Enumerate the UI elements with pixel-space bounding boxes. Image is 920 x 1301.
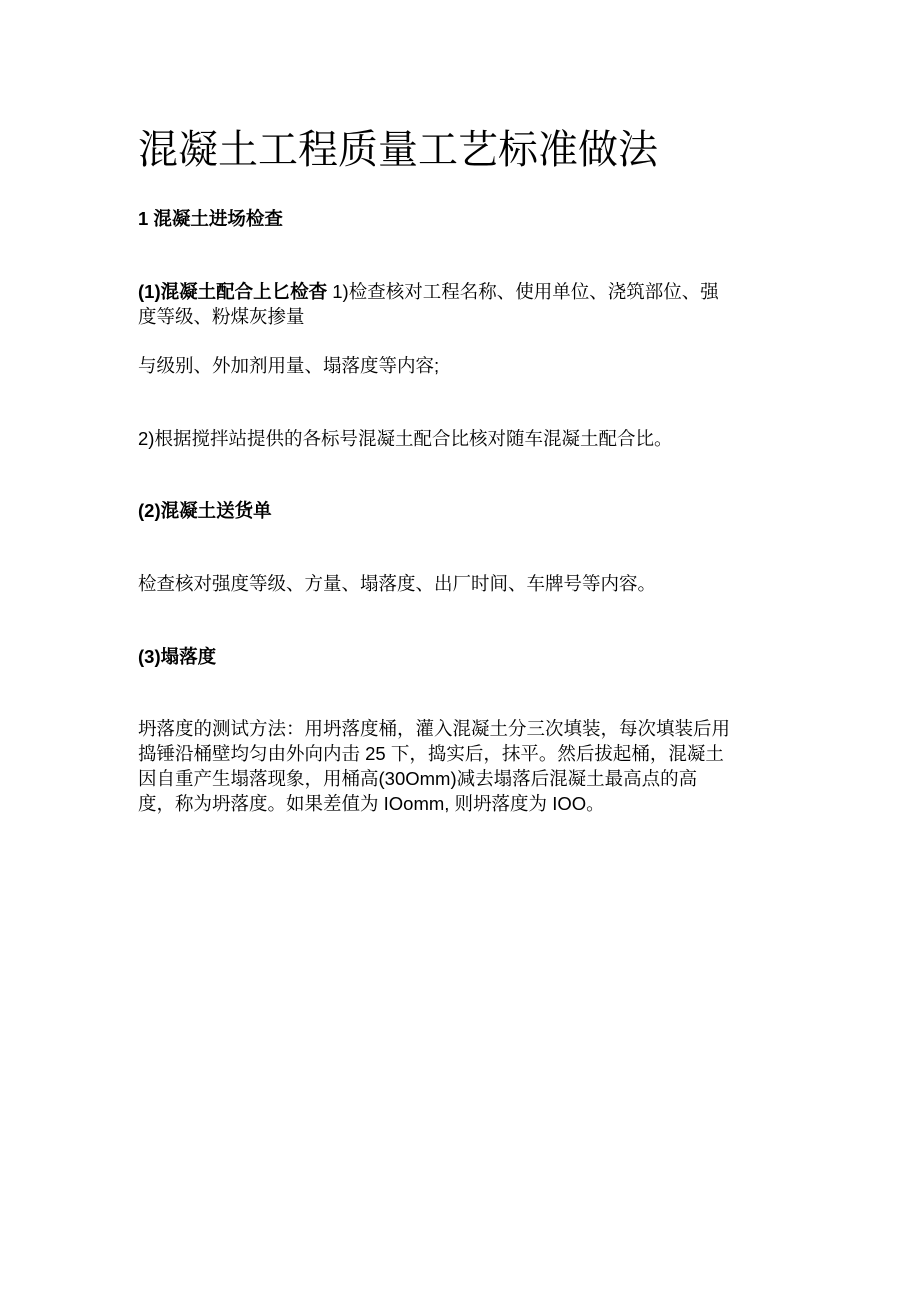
section-1-3-paragraph (138, 716, 788, 816)
section-heading-1: 1 混凝土进场检查 (138, 208, 283, 229)
section-1-1-paragraph-2: 与级别、外加剂用量、塌落度等内容; (138, 355, 440, 376)
section-1-2-paragraph: 检查核对强度等级、方量、塌落度、出厂时间、车牌号等内容。 (138, 573, 657, 594)
section-heading-1-3: (3)塌落度 (138, 646, 217, 667)
section-1-1-text-1: 1)检查核对工程名称、使用单位、浇筑部位、强 (332, 281, 719, 302)
section-1-1-heading: (1)混凝土配合上匕检杳 (138, 281, 328, 302)
section-1-1-paragraph-3: 2)根据搅拌站提供的各标号混凝土配合比核对随车混凝土配合比。 (138, 428, 673, 449)
section-1-3-line-3: 因自重产生塌落现象，用桶高(30Omm)减去塌落后混凝土最高点的高 (138, 768, 698, 789)
section-1-3-line-4: 度，称为坍落度。如果差值为 IOomm, 则坍落度为 IOO。 (138, 793, 605, 814)
section-1-3-line-1: 坍落度的测试方法：用坍落度桶，灌入混凝土分三次填装，每次填装后用 (138, 718, 731, 739)
section-1-1-line-1 (138, 279, 788, 304)
section-1-3-line-2: 捣锤沿桶壁均匀由外向内击 25 下，捣实后，抹平。然后拔起桶，混凝土 (138, 743, 724, 764)
document-title: 混凝土工程质量工艺标准做法 (138, 127, 658, 173)
section-heading-1-2: (2)混凝土送货单 (138, 500, 272, 521)
section-1-1-paragraph (138, 279, 788, 329)
section-1-1-line-2: 度等级、粉煤灰掺量 (138, 306, 305, 327)
